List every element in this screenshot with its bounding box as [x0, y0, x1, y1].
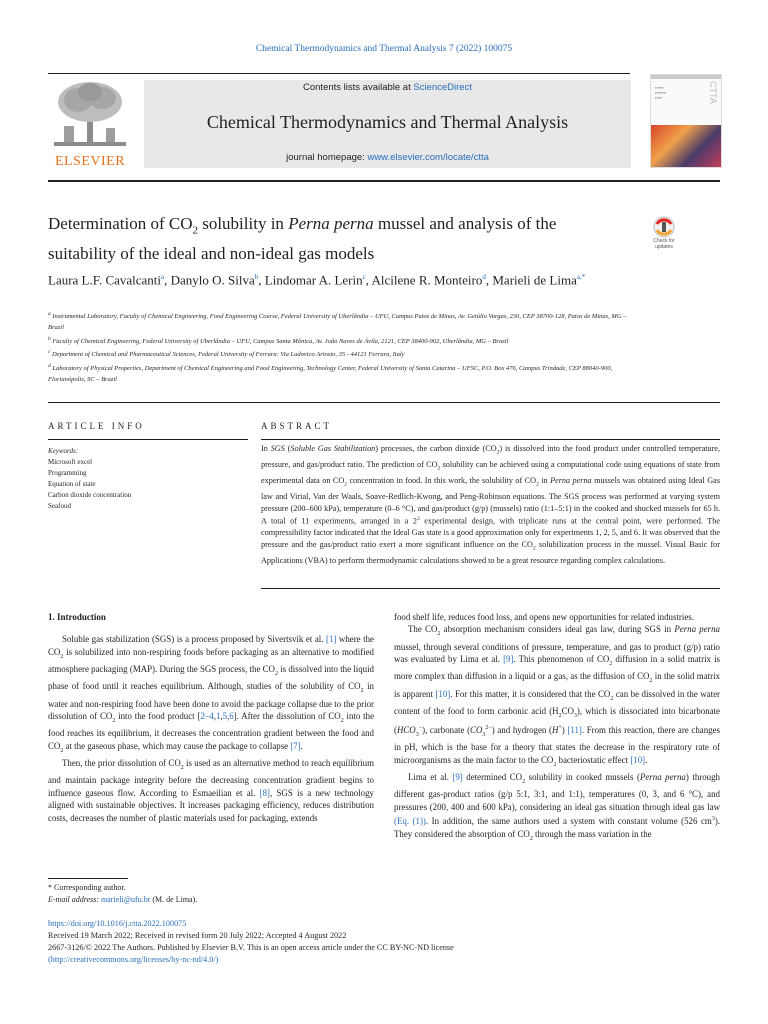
journal-citation[interactable]: Chemical Thermodynamics and Thermal Analysis 7 (2022) 100075 [255, 44, 513, 54]
article-info-heading: ARTICLE INFO [48, 421, 145, 431]
citation-link[interactable]: [1] [326, 634, 337, 645]
citation-link[interactable]: [9] [503, 654, 514, 665]
keywords-block [48, 446, 248, 512]
affiliations [48, 309, 628, 386]
check-updates-icon [646, 216, 682, 238]
copyright-line: 2667-3126/© 2022 The Authors. Published by Elsevier B.V. This is an open access article under the CC BY-NC-ND license [48, 943, 454, 952]
author: Laura L.F. Cavalcanti [48, 272, 162, 288]
abstract-rule [261, 439, 720, 440]
contents-line [144, 82, 631, 93]
masthead-top-rule [48, 73, 630, 74]
citation-link[interactable]: [11] [567, 725, 582, 736]
elsevier-tree-icon [54, 78, 126, 148]
body-column-right: food shelf life, reduces food loss, and opens new opportunities for related industries. The $CO_2$ absorption mechanism considers ideal gas law, during SGS in Perna perna mussel, through several conditions of pressure, temperature, and gas to product (g/p) ratio was evaluated by Lima et al. [9]. This phenomenon of $CO_2$ diffusion in a solid matrix is more complex than diffusion in a liquid or a gas, as the diffusion of $CO_2$ in the solid matrix is apparent [10]. For this matter, it is considered that the $CO_2$ can be dissolved in the water content of the food to form carbonic acid $(H_2CO_3)$, which is dissociated into bicarbonate $(HCO_3^-)$, carbonate $(CO_3^{2-})$ and hydrogen (H+) [11]. From this reaction, there are changes in pH, which is the base for a theory that states the decrease in the respiratory rate of microorganisms as the main factor to the $CO_2$ bacteriostatic effect [10]. Lima et al. [9] determined $CO_2$ solubility in cooked mussels (Perna perna) through different gas-product ratios (g/p 5:1, 3:1, and 1:1), temperatures (0, 3, and 6 °C), and pressures (200, 400 and 600 kPa), considering an ideal gas situation through ideal gas law (Eq. (1)). In addition, the same authors used a system with constant volume (526 $cm^3$). They considered the absorption of $CO_2$ through the mass variation in the [394, 612, 721, 842]
elsevier-wordmark: ELSEVIER [54, 154, 126, 169]
info-rule [48, 439, 248, 440]
footnote-rule [48, 878, 128, 879]
received-dates: Received 19 March 2022; Received in revised form 20 July 2022; Accepted 4 August 2022 [48, 931, 347, 940]
info-top-rule [48, 402, 720, 403]
citation-link[interactable]: [9] [452, 771, 463, 782]
homepage-prefix: journal homepage: [286, 152, 368, 163]
corresponding-author-label: * Corresponding author. [48, 883, 126, 892]
citation-link[interactable]: [10] [435, 688, 451, 699]
citation-link[interactable]: [8] [259, 787, 270, 798]
elsevier-logo [48, 78, 132, 170]
cover-label: CTTA [708, 81, 718, 104]
author: Alcilene R. Monteiro [371, 272, 483, 288]
keyword: Equation of state [48, 480, 96, 488]
affiliation: $^b$ Faculty of Chemical Engineering, Federal University of Uberlândia – UFU, Campus Santa Mônica, Av. João Naves de Ávila, 2121, CEP 38400-902, Uberlândia, MG – Brazil [48, 335, 509, 345]
citation-link[interactable]: 2–4 [200, 711, 214, 722]
author: Lindomar A. Lerin [264, 272, 363, 288]
citation-link[interactable]: 6 [229, 711, 234, 722]
abstract-bottom-rule [261, 588, 720, 589]
journal-homepage [144, 152, 631, 163]
author-list: Laura L.F. Cavalcanti$^a$, Danylo O. Silva$^b$, Lindomar A. Lerin$^c$, Alcilene R. Monteiro$^d$, Marieli de Lima$^{a,*}$ [48, 272, 586, 288]
keyword: Programming [48, 469, 87, 477]
masthead-bottom-rule [48, 180, 720, 182]
check-for-updates-button[interactable] [646, 216, 682, 256]
author-affil-mark[interactable]: a,* [576, 273, 586, 281]
abstract-heading: ABSTRACT [261, 421, 333, 431]
article-footer [48, 918, 720, 966]
email-link[interactable]: marieli@ufu.br [101, 894, 151, 904]
journal-cover: ▪▪▪▪▪▪ ▪▪▪▪▪▪▪▪ ▪▪▪▪▪ CTTA [650, 74, 722, 168]
citation-link[interactable]: 1 [215, 711, 221, 722]
citation-link[interactable]: 5 [222, 711, 228, 722]
affiliation: $^d$ Laboratory of Physical Properties, Department of Chemical Engineering and Food Engineering, Technology Center, Federal University of Santa Catarina – UFSC, P.O. Box 476, Campus Trindade, CEP 88040-900, Florianópolis, SC – Brazil [48, 363, 613, 384]
sciencedirect-link[interactable]: ScienceDirect [413, 82, 472, 93]
author-affil-mark[interactable]: a [161, 273, 165, 281]
body-column-left: 1. Introduction Soluble gas stabilization (SGS) is a process proposed by Sivertsvik et al. [1] where the $CO_2$ is solubilized into non-respiring foods before packaging as an alternative to modified atmosphere packaging (MAP). During the SGS process, the $CO_2$ is dissolved into the liquid phase of food until it reaches equilibrium. Although, studies of the solubility of $CO_2$ in water and non-respiring food have been done to avoid the package collapse due to the prior dissolution of $CO_2$ into the food product [2–4,1,5,6]. After the dissolution of $CO_2$ into the food reaches its equilibrium, it decreases the concentration gradient between the food and $CO_2$ at the gaseous phase, which may cause the package to collapse [7]. Then, the prior dissolution of $CO_2$ is used as an alternative method to reach equilibrium and maintain package integrity before the decreasing concentration gradient begins to influence gaseous flow. According to Esmaeilian et al. [8], SGS is a new technology aligned with sustainable objectives. It increases packaging efficiency, reduces distribution costs, decreases the number of plastic materials used for packaging, extends [48, 612, 375, 823]
section-heading: 1. Introduction [48, 612, 106, 622]
homepage-link[interactable]: www.elsevier.com/locate/ctta [367, 152, 489, 163]
article-title: Determination of $CO_2$ solubility in Perna perna mussel and analysis of the suitability of the ideal and non-ideal gas models [48, 214, 557, 264]
check-updates-label: Check for updates [653, 238, 675, 250]
author-affil-mark[interactable]: c [362, 273, 366, 281]
affiliation: $^a$ Instrumental Laboratory, Faculty of Chemical Engineering, Food Engineering Course, Federal University of Uberlândia – UFU, Campus Patos de Minas, Av. Getúlio Vargas, 230, CEP 38700-128, Patos de Minas, MG – Brazil [48, 311, 627, 331]
license-link[interactable]: (http://creativecommons.org/licenses/by-nc-nd/4.0/) [48, 955, 219, 964]
equation-link[interactable]: (Eq. (1)) [394, 816, 426, 827]
abstract-text: In SGS (Soluble Gas Stabilization) processes, the carbon dioxide $(CO_2)$ is dissolved into the food product under controlled temperature, pressure, and gas/product ratio. The prediction of $CO_2$ solubility can be achieved using a computational code using equations of state from experimental data on $CO_2$ concentration in food. In this work, the solubility of $CO_2$ in Perna perna mussels was obtained using Ideal Gas law and Virial, Van der Waals, Soave-Redlich-Kwong, and Peng-Robinson equations. The SGS process was performed at varying system pressure (200–600 kPa), temperature (0–6 °C), and gas/product (g/p) (mussels) ratio (1:1–5:1) in the cooked and shucked mussels for 65 h. A total of 11 experiments, arranged in a $2^3$ experimental design, with triplicate runs at the central point, were performed. The compressibility factor indicated that the Ideal Gas state is a good approximation only for experiments 1, 2, 5, and 6. It was observed that the pressure and the gas/product ratio exert a more significant influence on the $CO_2$ solubilization process in the mussel. Visual Basic for Applications (VBA) to perform thermodynamic calculations showed to be a great resource regarding complex calculations. [261, 444, 721, 565]
author-affil-mark[interactable]: d [482, 273, 486, 281]
doi-link[interactable]: https://doi.org/10.1016/j.ctta.2022.100075 [48, 919, 187, 928]
author-affil-mark[interactable]: b [254, 273, 259, 281]
keywords-label: Keywords: [48, 447, 79, 455]
author: Danylo O. Silva [170, 272, 255, 288]
author: Marieli de Lima [492, 272, 577, 288]
citation-link[interactable]: [7] [290, 740, 301, 751]
affiliation: $^c$ Department of Chemical and Pharmaceutical Sciences, Federal University of Ferrara: Via Ludovico Ariosto, 35 - 44121 Ferrara, Italy [48, 349, 405, 359]
email-label: E-mail address: [48, 894, 102, 904]
keyword: Seafood [48, 502, 71, 510]
keyword: Carbon dioxide concentration [48, 491, 132, 499]
corresponding-author-footnote: * Corresponding author. E-mail address: marieli@ufu.br (M. de Lima). [48, 882, 374, 905]
citation-link[interactable]: [10] [630, 754, 646, 765]
contents-prefix: Contents lists available at [303, 82, 414, 93]
keyword: Microsoft excel [48, 458, 93, 466]
journal-name: Chemical Thermodynamics and Thermal Analysis [206, 112, 569, 132]
